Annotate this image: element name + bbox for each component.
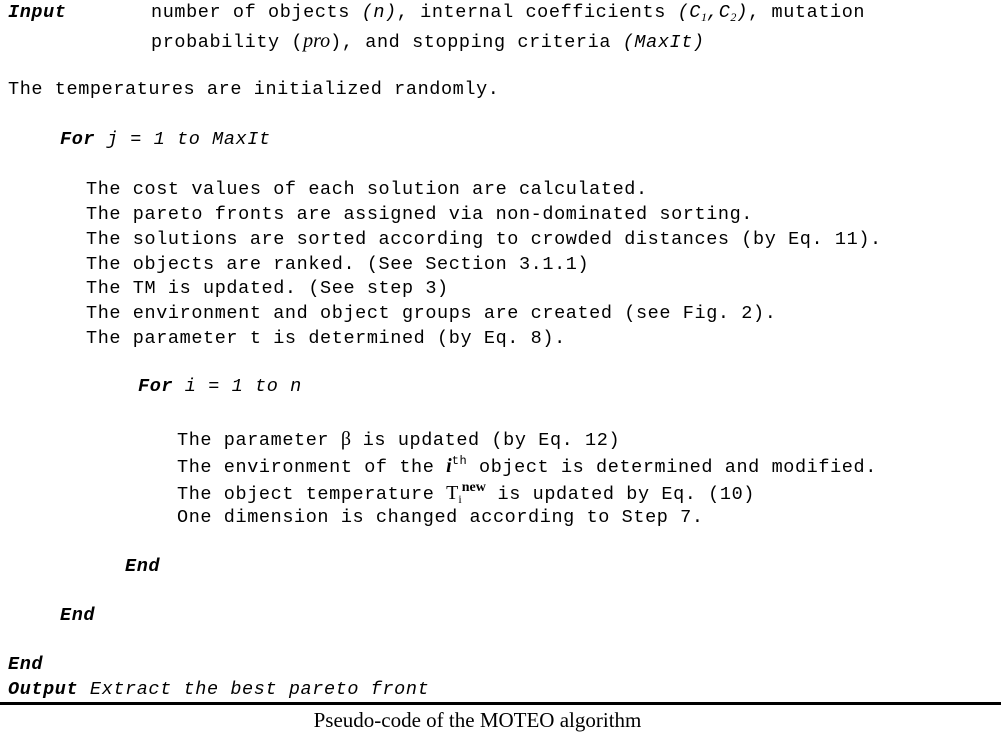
init-statement: The temperatures are initialized randomly.	[8, 79, 500, 100]
outer-step-3: The solutions are sorted according to crowded distances (by Eq. 11).	[86, 229, 882, 250]
input-keyword: Input	[8, 2, 67, 23]
input-line-1: number of objects (n), internal coefficients $(C_1,C_2)$, mutation	[151, 2, 866, 24]
outer-step-2: The pareto fronts are assigned via non-dominated sorting.	[86, 204, 754, 225]
inner-end: End	[125, 556, 161, 577]
outer-step-5: The TM is updated. (See step 3)	[86, 278, 449, 299]
outer-step-7: The parameter t is determined (by Eq. 8).	[86, 328, 566, 349]
inner-step-4: One dimension is changed according to Step 7.	[177, 507, 704, 528]
inner-step-1: The parameter β is updated (by Eq. 12)	[177, 428, 621, 451]
outer-end: End	[60, 605, 96, 626]
output-line: Output Extract the best pareto front	[8, 679, 430, 700]
inner-step-3: The object temperature $T_i^{new}$ is updated by Eq. (10)	[177, 480, 755, 506]
outer-step-4: The objects are ranked. (See Section 3.1.1)	[86, 254, 590, 275]
figure-caption: Pseudo-code of the MOTEO algorithm	[313, 708, 642, 732]
caption-rule	[0, 702, 1001, 705]
inner-step-2: The environment of the $i^{th}$ object is determined and modified.	[177, 454, 877, 478]
input-line-2: probability (pro), and stopping criteria (MaxIt)	[151, 30, 705, 53]
final-end: End	[8, 654, 44, 675]
outer-step-6: The environment and object groups are created (see Fig. 2).	[86, 303, 777, 324]
outer-step-1: The cost values of each solution are calculated.	[86, 179, 648, 200]
outer-for-header: For j = 1 to MaxIt	[60, 129, 271, 150]
inner-for-header: For i = 1 to n	[138, 376, 302, 397]
